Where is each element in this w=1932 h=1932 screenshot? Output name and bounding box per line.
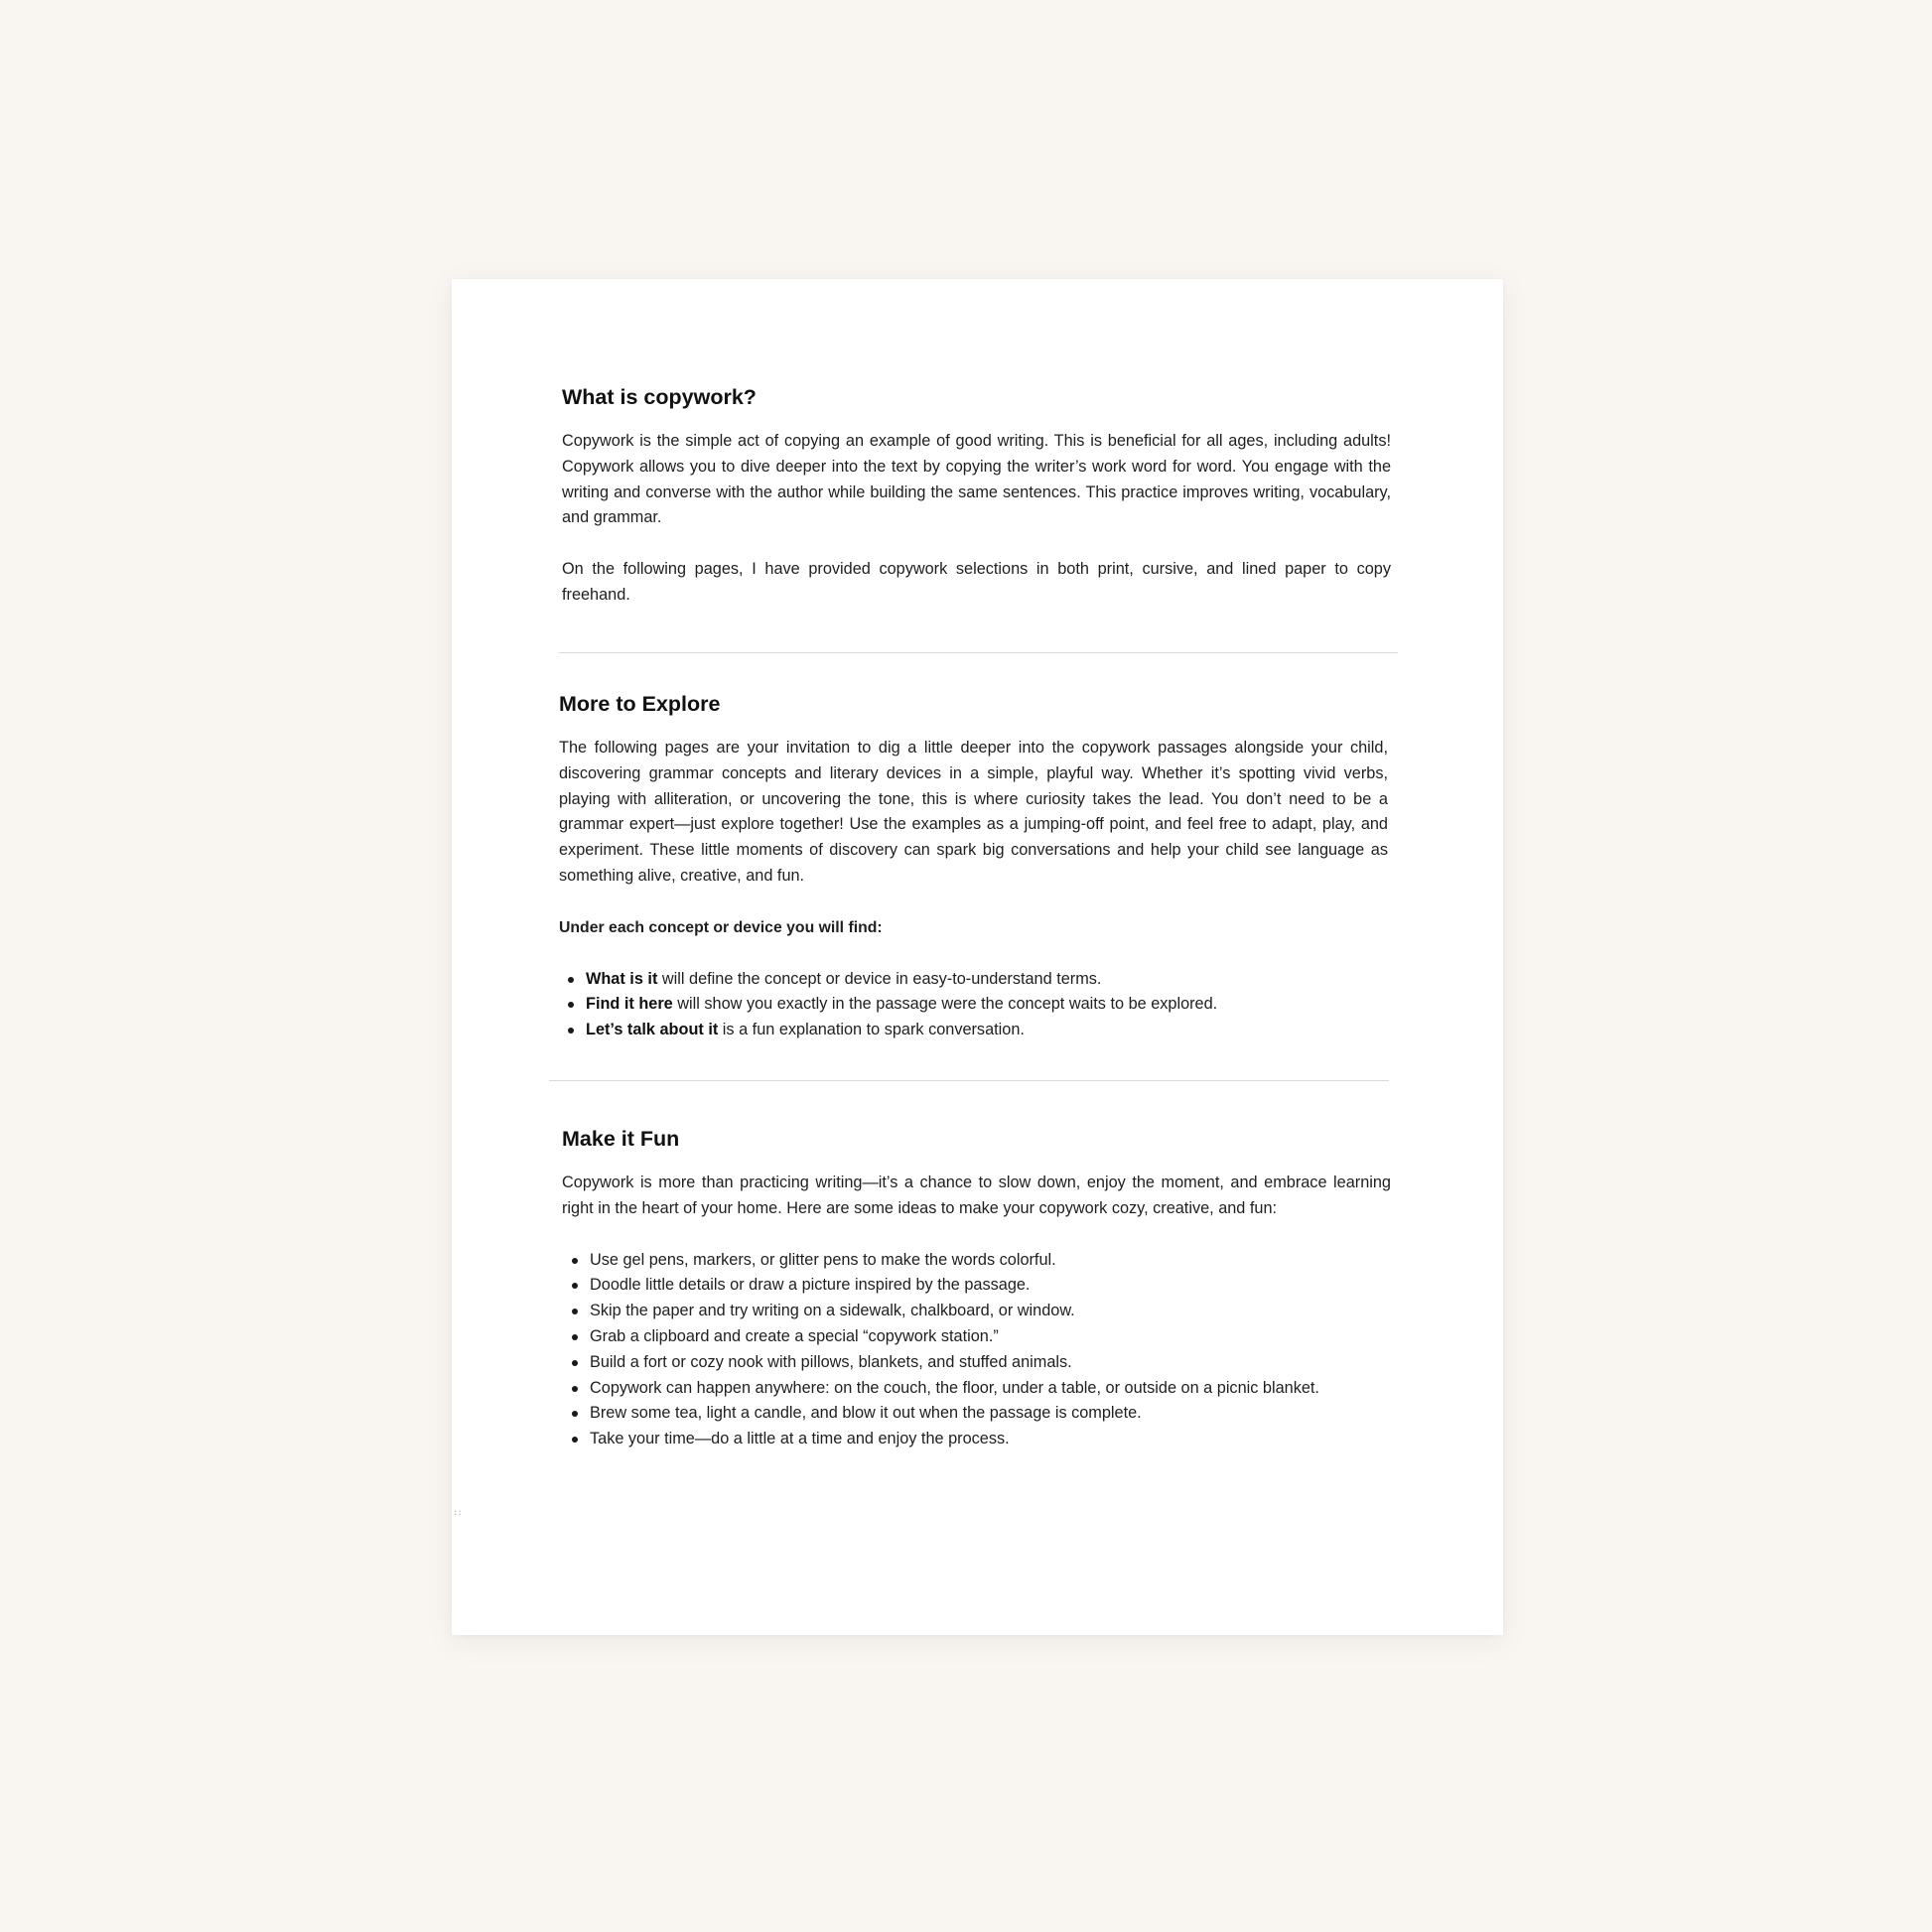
edge-mark: :: <box>453 1508 462 1518</box>
list-item: Take your time—do a little at a time and enjoy the process. <box>590 1427 1391 1452</box>
list-item: Use gel pens, markers, or glitter pens to make the words colorful. <box>590 1248 1391 1274</box>
section-divider <box>549 1080 1389 1081</box>
section-title: What is copywork? <box>562 385 757 409</box>
list-item-term: Find it here <box>586 995 673 1014</box>
list-intro: Under each concept or device you will find: <box>559 918 883 936</box>
list-item-text: will show you exactly in the passage were the concept waits to be explored. <box>672 995 1218 1014</box>
ideas-list <box>562 1248 1391 1452</box>
section-title: More to Explore <box>559 692 721 716</box>
list-item: Brew some tea, light a candle, and blow it out when the passage is complete. <box>590 1401 1391 1427</box>
list-item: Build a fort or cozy nook with pillows, blankets, and stuffed animals. <box>590 1350 1391 1376</box>
list-item <box>586 992 1388 1018</box>
list-item <box>586 967 1388 993</box>
paragraph: The following pages are your invitation to dig a little deeper into the copywork passages alongside your child, discovering grammar concepts and literary devices in a simple, playful way. Whether it’s spotting vivid verbs, playing with alliteration, or uncovering the tone, this is where curiosity takes the lead. You don’t need to be a grammar expert—just explore together! Use the examples as a jumping-off point, and feel free to adapt, play, and experiment. These little moments of discovery can spark big conversations and help your child see language as something alive, creative, and fun. <box>559 739 1388 885</box>
paragraph: On the following pages, I have provided copywork selections in both print, cursive, and lined paper to copy freehand. <box>562 560 1391 604</box>
list-item: Doodle little details or draw a picture inspired by the passage. <box>590 1273 1391 1299</box>
paragraph: Copywork is the simple act of copying an example of good writing. This is beneficial for all ages, including adults! Copywork allows you to dive deeper into the text by copying the writer’s work word for word. You engage with the writing and converse with the author while building the same sentences. This practice improves writing, vocabulary, and grammar. <box>562 432 1391 527</box>
list-item-term: What is it <box>586 969 658 988</box>
concept-list <box>559 967 1388 1043</box>
document-page <box>452 279 1503 1635</box>
paragraph: Copywork is more than practicing writing—it’s a chance to slow down, enjoy the moment, and embrace learning right in the heart of your home. Here are some ideas to make your copywork cozy, creative, and fun: <box>562 1173 1391 1217</box>
section-divider <box>559 652 1398 653</box>
list-item: Grab a clipboard and create a special “copywork station.” <box>590 1324 1391 1350</box>
section-make-it-fun <box>562 1125 1391 1452</box>
list-item: Skip the paper and try writing on a sidewalk, chalkboard, or window. <box>590 1299 1391 1324</box>
list-item <box>586 1018 1388 1043</box>
list-item-text: will define the concept or device in easy-to-understand terms. <box>657 969 1102 988</box>
section-more-to-explore <box>559 690 1388 1043</box>
list-item-text: is a fun explanation to spark conversation. <box>718 1021 1025 1039</box>
section-what-is-copywork <box>562 383 1391 609</box>
section-title: Make it Fun <box>562 1127 680 1151</box>
list-item-term: Let’s talk about it <box>586 1021 719 1039</box>
list-item: Copywork can happen anywhere: on the couch, the floor, under a table, or outside on a picnic blanket. <box>590 1376 1391 1402</box>
